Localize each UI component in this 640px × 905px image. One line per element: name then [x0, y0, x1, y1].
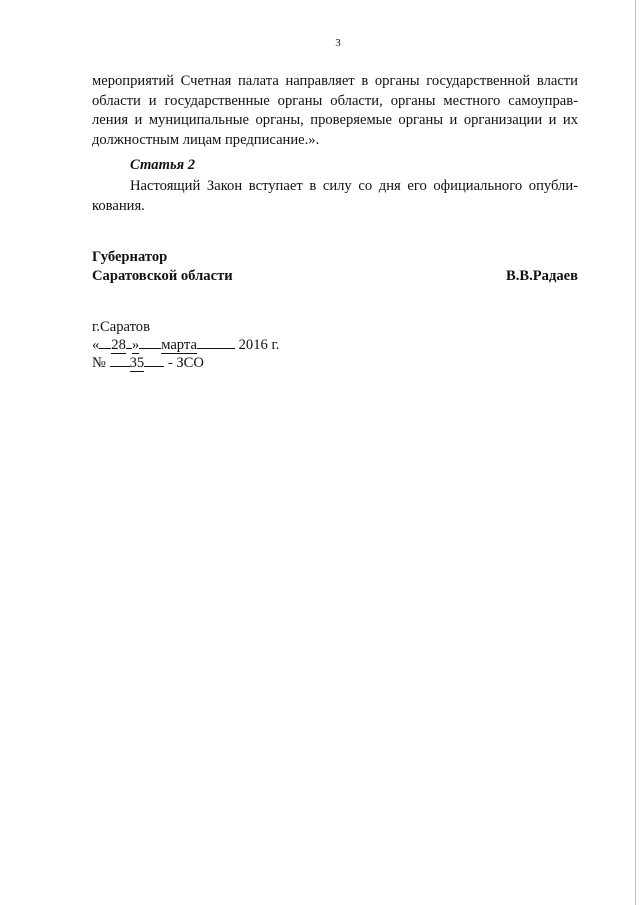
paragraph-article2 [92, 177, 578, 216]
paragraph-article1-end [92, 72, 578, 151]
number-suffix: - ЗСО [167, 355, 204, 371]
number-prefix: № [92, 355, 106, 371]
date-line [92, 336, 279, 354]
number-line [92, 354, 279, 372]
place-date-block [92, 318, 279, 372]
place: г.Саратов [92, 319, 150, 335]
date-year: 2016 г. [238, 337, 280, 353]
paragraph-line: должностным лицам предписание.». [92, 132, 320, 149]
paragraph-line: области и государственные органы области, органы местного самоуправ- [92, 92, 578, 109]
date-close-quote: » [131, 337, 140, 353]
signatory-position-line1: Губернатор [92, 249, 168, 265]
signatory-name: В.В.Радаев [505, 268, 578, 284]
paragraph-line: Настоящий Закон вступает в силу со дня его официального опубли- [130, 178, 578, 194]
signatory-position-line2: Саратовской области [92, 268, 233, 284]
date-day: 28 [111, 337, 126, 353]
signature-row [92, 267, 578, 286]
signature-block [92, 248, 578, 286]
number-value: 35 [129, 355, 145, 371]
paragraph-line: ления и муниципальные органы, проверяемые органы и организации и их [92, 112, 578, 129]
page-edge-line [635, 0, 636, 905]
date-open-quote: « [92, 337, 100, 353]
paragraph-line: кования. [92, 197, 145, 214]
paragraph-line: мероприятий Счетная палата направляет в органы государственной власти [92, 73, 578, 89]
article-2-title: Статья 2 [130, 157, 196, 173]
page-number: 3 [335, 37, 341, 49]
date-month: марта [161, 337, 197, 353]
